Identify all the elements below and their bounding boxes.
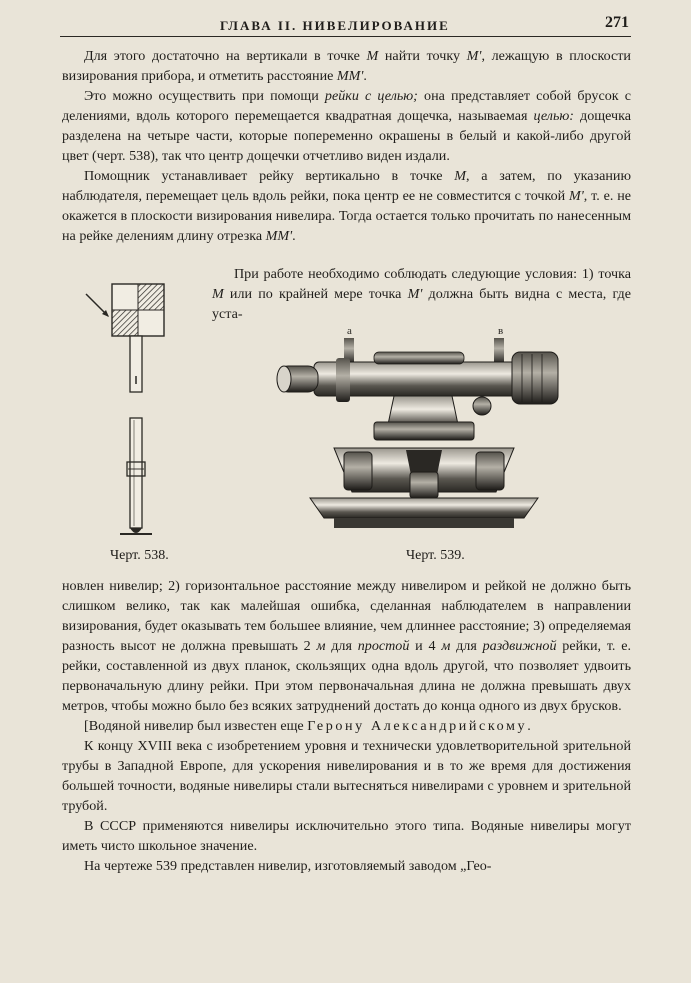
italic-run: MM': [336, 68, 364, 84]
paragraph: [62, 86, 631, 166]
italic-run: раздвижной: [482, 638, 557, 654]
italic-run: M': [466, 48, 482, 64]
paragraph: [62, 166, 631, 246]
text-run: она представляет собой брусок с делениями, вдоль которого перемещается квадратная дощечка, называемая: [62, 88, 631, 124]
text-run: На чертеже 539 представлен нивелир, изготовляемый заводом „Гео-: [84, 858, 492, 874]
text-run: При работе необходимо соблюдать следующие условия: 1) точка: [234, 266, 631, 282]
paragraph: [62, 736, 631, 816]
text-run: , лежащую в плоскости визирования прибора, и отметить расстояние: [62, 48, 631, 84]
text-run: .: [363, 68, 367, 84]
italic-run: M': [407, 286, 423, 302]
text-run: [Водяной нивелир был известен еще: [84, 718, 308, 734]
paragraph: [212, 264, 631, 324]
text-block-top: [62, 46, 631, 246]
text-run: .: [292, 228, 296, 244]
paragraph: [62, 716, 631, 736]
paragraph: [62, 816, 631, 856]
text-run: В СССР применяются нивелиры исключительно этого типа. Водяные нивелиры могут иметь чисто школьное значение.: [62, 818, 631, 854]
text-run: и 4: [409, 638, 442, 654]
paragraph: [62, 46, 631, 86]
running-header: [60, 14, 631, 37]
italic-run: целью:: [533, 108, 574, 124]
text-run: должна быть видна с места, где уста-: [212, 286, 631, 322]
text-run: или по крайней мере точка: [223, 286, 408, 302]
italic-run: MM': [265, 228, 293, 244]
text-run: , т. е. не окажется в плоскости визирования нивелира. Тогда остается только прочитать по нанесенным на рейке делениям длину отрезка: [62, 188, 631, 244]
figure-538-staff-with-target: [82, 280, 192, 542]
text-run: для: [450, 638, 483, 654]
italic-run: простой: [357, 638, 410, 654]
text-block-bottom: [62, 576, 631, 876]
text-run: Для этого достаточно на вертикали в точке: [84, 48, 367, 64]
italic-run: м: [441, 638, 451, 654]
italic-run: M': [569, 188, 584, 204]
text-run: К концу XVIII века с изобретением уровня и технически удовлетворительной зрительной трубы в Западной Европе, для ускорения нивелирования и в то же время для достижения большей точности, водяные нивелиры стали вытесняться нивелирами с уровнем и зрительной трубой.: [62, 738, 631, 814]
figure-label-a: a: [347, 325, 352, 337]
paragraph: [62, 856, 631, 876]
italic-run: м: [316, 638, 326, 654]
text-block-right: [212, 264, 631, 324]
text-run: рейки, т. е. рейки, составленной из двух планок, скользящих одна вдоль другой, что позволяет удвоить первоначальную длину рейки. При этом первоначальная длина не должна превышать двух метров, чтобы можно было без всяких затруднений достать до конца одного из двух брусков.: [62, 638, 631, 714]
paragraph: [62, 576, 631, 716]
italic-run: рейки с целью;: [324, 88, 418, 104]
text-run: для: [325, 638, 358, 654]
text-run: , а затем, по указанию наблюдателя, перемещает цель вдоль рейки, пока центр ее не совместится с точкой: [62, 168, 631, 204]
page-number: 271: [605, 14, 629, 31]
figure-539-level-instrument: [274, 322, 574, 540]
text-run: Помощник устанавливает рейку вертикально в точке: [84, 168, 455, 184]
text-run: Это можно осуществить при помощи: [84, 88, 325, 104]
italic-run: M: [212, 286, 224, 302]
caption-fig-539: Черт. 539.: [406, 548, 465, 563]
text-run: .: [527, 718, 531, 734]
spaced-run: Герону Александрийскому: [307, 718, 528, 734]
chapter-title: ГЛАВА II. НИВЕЛИРОВАНИЕ: [220, 18, 450, 33]
italic-run: M: [366, 48, 379, 64]
text-run: новлен нивелир; 2) горизонтальное расстояние между нивелиром и рейкой не должно быть слишком велико, так как малейшая ошибка, сделанная наблюдателем в направлении визирования, будет оказывать тем большее влияние, чем длиннее расстояние; 3) определяемая разность высот не должна превышать 2: [62, 578, 631, 654]
figure-label-b: в: [498, 325, 504, 337]
text-run: найти точку: [378, 48, 467, 64]
caption-fig-538: Черт. 538.: [110, 548, 169, 563]
italic-run: M: [454, 168, 466, 184]
text-run: дощечка разделена на четыре части, которые попеременно окрашены в белый и какой-либо другой цвет (черт. 538), так что центр дощечки отчетливо виден издали.: [62, 108, 631, 164]
